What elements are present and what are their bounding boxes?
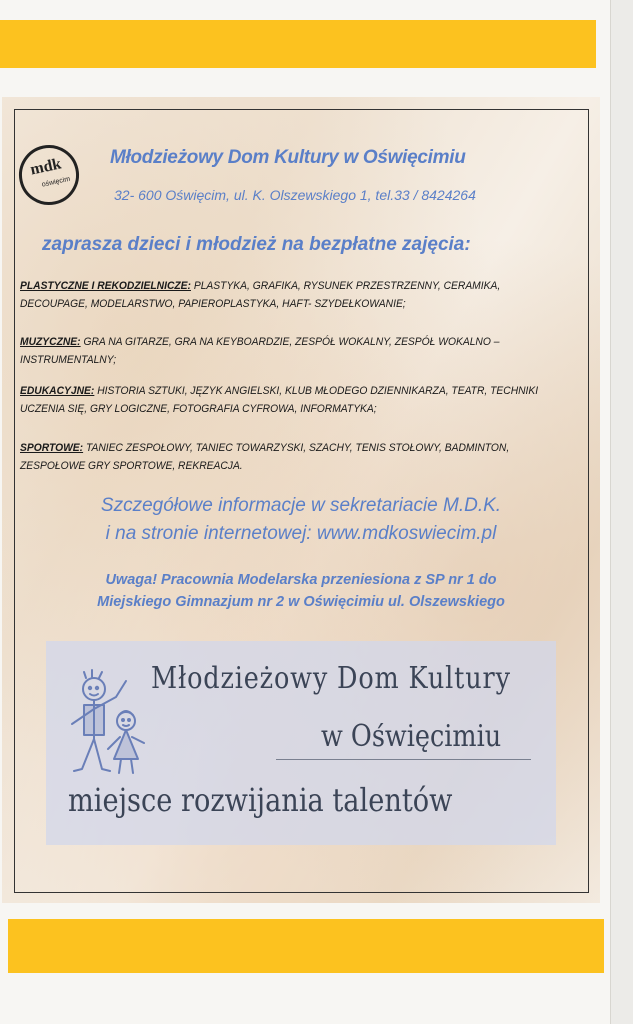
poster-title: Młodzieżowy Dom Kultury w Oświęcimiu — [110, 147, 466, 168]
section-text: GRA NA GITARZE, GRA NA KEYBOARDZIE, ZESPÓŁ WOKALNY, ZESPÓŁ WOKALNO – INSTRUMENTALNY; — [20, 336, 500, 366]
section-label: MUZYCZNE: — [20, 336, 81, 348]
section-text: PLASTYKA, GRAFIKA, RYSUNEK PRZESTRZENNY, CERAMIKA, DECOUPAGE, MODELARSTWO, PAPIEROPLASTYKA, HAFT- SZYDEŁKOWANIE; — [20, 280, 501, 310]
banner-slogan: miejsce rozwijania talentów — [68, 781, 453, 819]
section-text: TANIEC ZESPOŁOWY, TANIEC TOWARZYSKI, SZACHY, TENIS STOŁOWY, BADMINTON, ZESPOŁOWE GRY SPORTOWE, REKREACJA. — [20, 442, 510, 472]
notice-line-1: Uwaga! Pracownia Modelarska przeniesiona z SP nr 1 do — [105, 572, 497, 588]
info-line-2: i na stronie internetowej: www.mdkoswiecim.pl — [105, 523, 497, 544]
notice-line-2: Miejskiego Gimnazjum nr 2 w Oświęcimiu ul. Olszewskiego — [97, 594, 505, 610]
section-label: PLASTYCZNE I REKODZIELNICZE: — [20, 280, 191, 292]
top-yellow-stripe — [0, 20, 596, 68]
invitation-heading: zaprasza dzieci i młodzież na bezpłatne zajęcia: — [42, 234, 471, 255]
section-education — [20, 382, 540, 418]
bottom-yellow-stripe — [8, 919, 604, 973]
banner-city: w Oświęcimiu — [321, 719, 502, 754]
banner-divider — [276, 759, 531, 760]
section-music — [20, 333, 540, 369]
children-drawing-icon — [64, 669, 154, 779]
section-label: SPORTOWE: — [20, 442, 84, 454]
banner-title: Młodzieżowy Dom Kultury — [151, 661, 511, 696]
poster — [2, 97, 600, 903]
logo-subtext: oświęcim — [41, 175, 71, 189]
section-art — [20, 277, 540, 313]
section-sport — [20, 439, 540, 475]
info-line-1: Szczegółowe informacje w sekretariacie M.D.K. — [100, 495, 502, 516]
poster-address: 32- 600 Oświęcim, ul. K. Olszewskiego 1, tel.33 / 8424264 — [114, 187, 476, 203]
logo-text: mdk — [28, 155, 63, 179]
section-text: HISTORIA SZTUKI, JĘZYK ANGIELSKI, KLUB MŁODEGO DZIENNIKARZA, TEATR, TECHNIKI UCZENIA SIĘ, GRY LOGICZNE, FOTOGRAFIA CYFROWA, INFORMATYKA; — [20, 385, 539, 415]
slogan-banner — [46, 641, 556, 845]
section-label: EDUKACYJNE: — [20, 385, 95, 397]
page-edge — [610, 0, 633, 1024]
